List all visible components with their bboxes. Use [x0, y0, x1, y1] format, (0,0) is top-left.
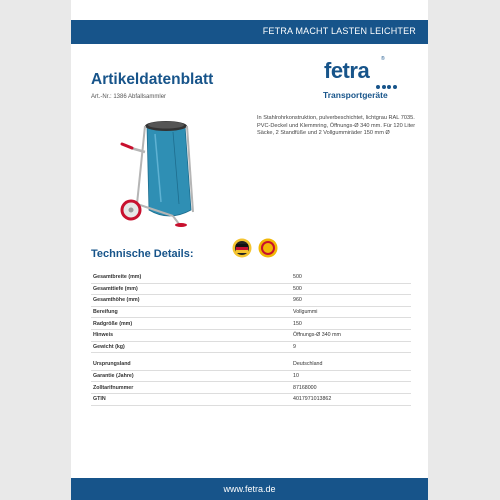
header-bar [71, 20, 428, 44]
brand-subtitle: Transportgeräte [323, 90, 388, 100]
spec-value: 9 [291, 341, 411, 353]
spec-value: Öffnungs-Ø 340 mm [291, 329, 411, 341]
product-description: In Stahlrohrkonstruktion, pulverbeschichtet, lichtgrau RAL 7035. PVC-Deckel und Klemmring, Öffnungs-Ø 340 mm. Für 120 Liter Säcke, 2 Standfüße und 2 Vollgummiräder 150 mm Ø [257, 115, 416, 137]
spec-value: 4017971013862 [291, 393, 411, 405]
spec-row [91, 283, 411, 295]
spec-value: 87168000 [291, 382, 411, 394]
spec-label: Radgröße (mm) [91, 318, 291, 330]
spec-value: 10 [291, 370, 411, 382]
header-slogan: FETRA MACHT LASTEN LEICHTER [262, 26, 416, 36]
footer-bar [71, 478, 428, 500]
spec-row [91, 393, 411, 405]
spec-label: Ursprungsland [91, 359, 291, 370]
spec-row [91, 295, 411, 307]
logo-dots-icon [376, 76, 398, 81]
registered-mark: ® [381, 56, 385, 62]
spec-row [91, 306, 411, 318]
spec-label: Garantie (Jahre) [91, 370, 291, 382]
spec-label: Gesamtbreite (mm) [91, 272, 291, 283]
spec-value: 500 [291, 283, 411, 295]
spec-value: 960 [291, 295, 411, 307]
spec-label: Zolltarifnummer [91, 382, 291, 394]
spec-row [91, 272, 411, 283]
spec-label: Gesamttiefe (mm) [91, 283, 291, 295]
spec-row [91, 318, 411, 330]
spec-row [91, 370, 411, 382]
spec-value: 150 [291, 318, 411, 330]
spec-value: Deutschland [291, 359, 411, 370]
spec-label: GTIN [91, 393, 291, 405]
page-title: Artikeldatenblatt [91, 71, 214, 88]
spec-row [91, 329, 411, 341]
spec-row [91, 382, 411, 394]
spec-row [91, 359, 411, 370]
spec-label: Bereifung [91, 306, 291, 318]
waste-collector-image [113, 112, 208, 232]
section-title: Technische Details: [91, 248, 194, 260]
datasheet-page [71, 0, 428, 500]
spec-label: Hinweis [91, 329, 291, 341]
spec-label: Gesamthöhe (mm) [91, 295, 291, 307]
warranty-badge [258, 238, 278, 258]
footer-url[interactable]: www.fetra.de [223, 484, 276, 494]
article-number: Art.-Nr.: 1386 Abfallsammler [91, 94, 167, 100]
spec-label: Gewicht (kg) [91, 341, 291, 353]
specs-table [91, 272, 411, 406]
made-in-germany-badge [232, 238, 252, 258]
spec-row [91, 341, 411, 353]
spec-value: 500 [291, 272, 411, 283]
fetra-logo: fetra [324, 58, 370, 83]
spec-value: Vollgummi [291, 306, 411, 318]
